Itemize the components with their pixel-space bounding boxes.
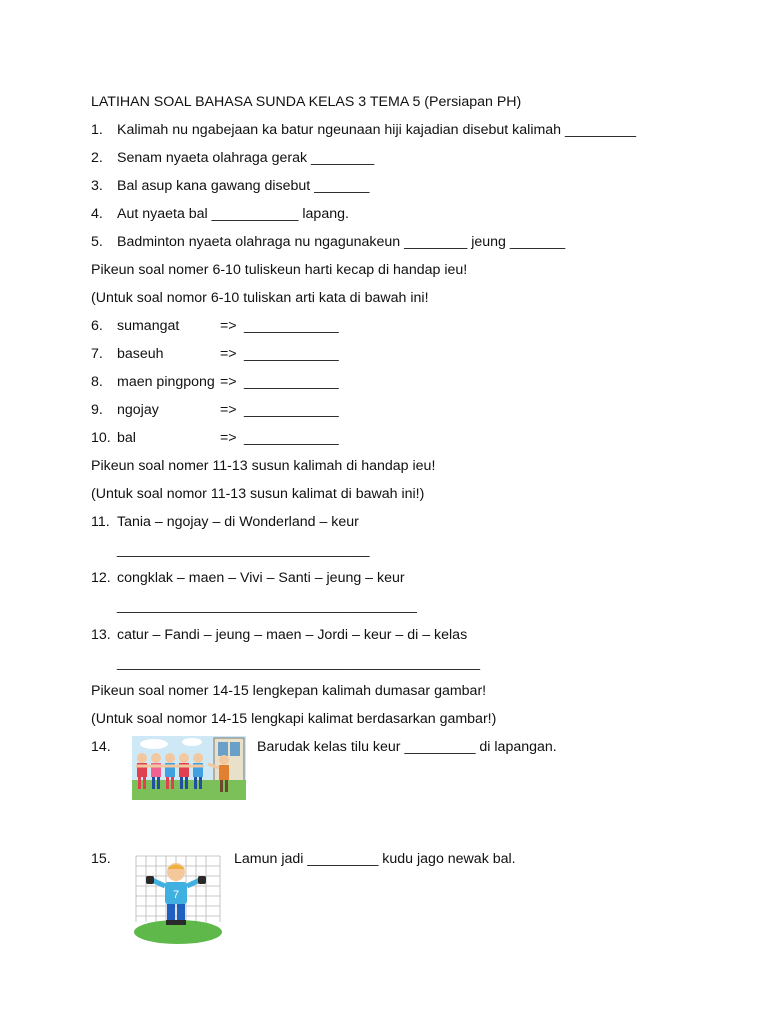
arrow: => xyxy=(220,318,237,334)
question-number: 5. xyxy=(91,234,103,250)
question-number: 4. xyxy=(91,206,103,222)
children-exercising-picture xyxy=(132,736,246,800)
question-number: 2. xyxy=(91,150,103,166)
arrow: => xyxy=(220,346,237,362)
jersey-number: 7 xyxy=(172,889,180,901)
answer-blank: ____________ xyxy=(244,346,339,362)
question-text: Tania – ngojay – di Wonderland – keur xyxy=(117,514,359,530)
vocab-word: maen pingpong xyxy=(117,374,215,390)
question-number: 13. xyxy=(91,627,111,643)
question-number: 15. xyxy=(91,851,111,867)
question-text: Badminton nyaeta olahraga nu ngagunakeun ________ jeung _______ xyxy=(117,234,566,250)
question-text: Barudak kelas tilu keur _________ di lapangan. xyxy=(257,739,557,755)
answer-blank: ____________ xyxy=(244,402,339,418)
vocab-word: bal xyxy=(117,430,136,446)
instruction-indonesian: (Untuk soal nomor 11-13 susun kalimat di bawah ini!) xyxy=(91,486,425,502)
arrow: => xyxy=(220,374,237,390)
question-number: 11. xyxy=(91,514,110,530)
question-number: 1. xyxy=(91,122,103,138)
answer-line: ________________________________ xyxy=(117,542,370,558)
question-text: Kalimah nu ngabejaan ka batur ngeunaan hiji kajadian disebut kalimah _________ xyxy=(117,122,637,138)
vocab-word: sumangat xyxy=(117,318,180,334)
goalkeeper-picture xyxy=(132,852,224,946)
instruction-sunda: Pikeun soal nomer 14-15 lengkepan kalimah dumasar gambar! xyxy=(91,683,487,699)
question-number: 10. xyxy=(91,430,111,446)
question-text: Lamun jadi _________ kudu jago newak bal. xyxy=(234,851,516,867)
question-number: 3. xyxy=(91,178,103,194)
instruction-sunda: Pikeun soal nomer 6-10 tuliskeun harti kecap di handap ieu! xyxy=(91,262,468,278)
instruction-indonesian: (Untuk soal nomor 6-10 tuliskan arti kata di bawah ini! xyxy=(91,290,429,306)
question-text: congklak – maen – Vivi – Santi – jeung – keur xyxy=(117,570,405,586)
worksheet-title: LATIHAN SOAL BAHASA SUNDA KELAS 3 TEMA 5 (Persiapan PH) xyxy=(91,94,522,110)
answer-line: ______________________________________________ xyxy=(117,655,480,671)
question-number: 14. xyxy=(91,739,111,755)
answer-blank: ____________ xyxy=(244,374,339,390)
answer-blank: ____________ xyxy=(244,318,339,334)
instruction-sunda: Pikeun soal nomer 11-13 susun kalimah di handap ieu! xyxy=(91,458,436,474)
answer-line: ______________________________________ xyxy=(117,598,417,614)
question-number: 7. xyxy=(91,346,103,362)
question-number: 9. xyxy=(91,402,103,418)
question-text: Aut nyaeta bal ___________ lapang. xyxy=(117,206,349,222)
question-text: Senam nyaeta olahraga gerak ________ xyxy=(117,150,375,166)
question-number: 8. xyxy=(91,374,103,390)
vocab-word: baseuh xyxy=(117,346,164,362)
arrow: => xyxy=(220,430,237,446)
question-text: Bal asup kana gawang disebut _______ xyxy=(117,178,370,194)
vocab-word: ngojay xyxy=(117,402,159,418)
arrow: => xyxy=(220,402,237,418)
instruction-indonesian: (Untuk soal nomor 14-15 lengkapi kalimat berdasarkan gambar!) xyxy=(91,711,497,727)
question-number: 6. xyxy=(91,318,103,334)
question-text: catur – Fandi – jeung – maen – Jordi – keur – di – kelas xyxy=(117,627,468,643)
answer-blank: ____________ xyxy=(244,430,339,446)
question-number: 12. xyxy=(91,570,111,586)
